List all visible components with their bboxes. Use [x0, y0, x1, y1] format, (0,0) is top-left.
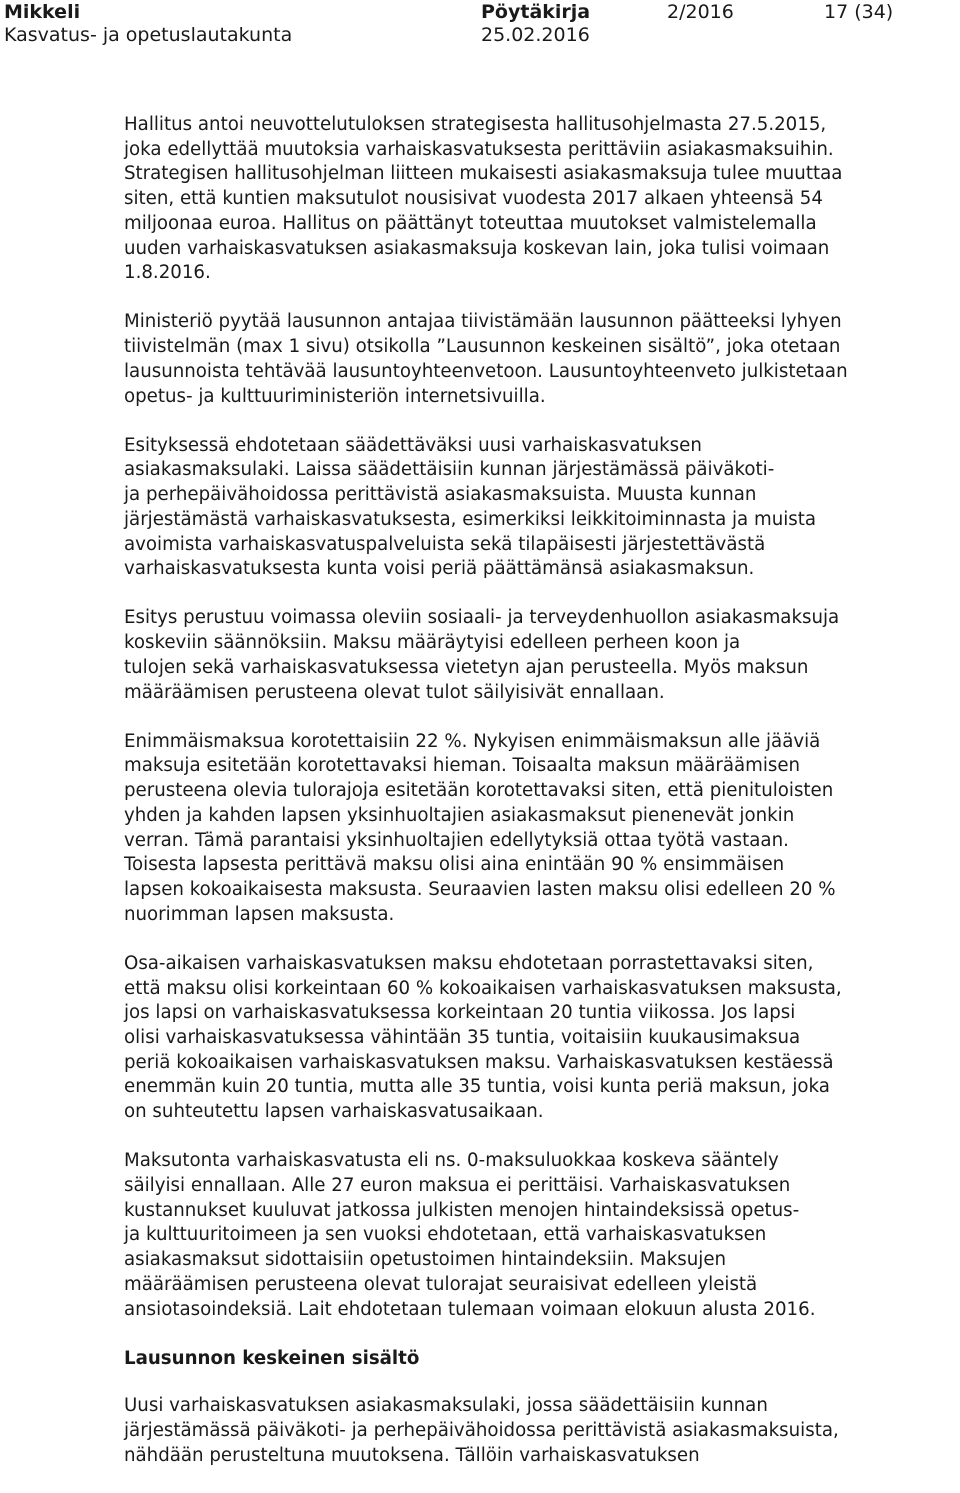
text-line: että maksu olisi korkeintaan 60 % kokoaikaisen varhaiskasvatuksen maksusta, [124, 977, 842, 999]
text-line: nähdään perusteltuna muutoksena. Tällöin varhaiskasvatuksen [124, 1444, 700, 1466]
text-line: Uusi varhaiskasvatuksen asiakasmaksulaki, jossa säädettäisiin kunnan [124, 1395, 768, 1417]
text-line: järjestämässä päiväkoti- ja perhepäivähoidossa perittävistä asiakasmaksuista, [124, 1420, 839, 1442]
text-line: ja kulttuuritoimeen ja sen vuoksi ehdotetaan, että varhaiskasvatuksen [124, 1224, 767, 1246]
paragraph [124, 730, 944, 928]
page-number: 17 (34) [824, 1, 894, 23]
paragraph-list [124, 113, 944, 1322]
text-line: asiakasmaksulaki. Laissa säädettäisiin kunnan järjestämässä päiväkoti- [124, 459, 775, 481]
text-line: uuden varhaiskasvatuksen asiakasmaksuja koskevan lain, joka tulisi voimaan [124, 237, 830, 259]
text-line: Strategisen hallitusohjelman liitteen mukaisesti asiakasmaksuja tulee muuttaa [124, 163, 843, 185]
text-line: perusteena olevia tulorajoja esitetään korotettavaksi siten, että pienituloisten [124, 780, 834, 802]
text-line: järjestämästä varhaiskasvatuksesta, esimerkiksi leikkitoiminnasta ja muista [124, 508, 817, 530]
text-line: kustannukset kuuluvat jatkossa julkisten menojen hintaindeksissä opetus- [124, 1199, 800, 1221]
text-line: jos lapsi on varhaiskasvatuksessa korkeintaan 20 tuntia viikossa. Jos lapsi [124, 1002, 796, 1024]
text-line: Esitys perustuu voimassa oleviin sosiaali- ja terveydenhuollon asiakasmaksuja [124, 607, 840, 629]
text-line: verran. Tämä parantaisi yksinhuoltajien edellytyksiä ottaa työtä vastaan. [124, 829, 789, 851]
text-line: lapsen kokoaikaisesta maksusta. Seuraavien lasten maksu olisi edelleen 20 % [124, 878, 836, 900]
final-paragraph [124, 1394, 944, 1468]
text-line: Enimmäismaksua korotettaisiin 22 %. Nykyisen enimmäismaksun alle jääviä [124, 730, 821, 752]
text-line: on suhteutettu lapsen varhaiskasvatusaikaan. [124, 1101, 544, 1123]
text-line: Hallitus antoi neuvottelutuloksen strategisesta hallitusohjelmasta 27.5.2015, [124, 114, 827, 135]
text-line: Osa-aikaisen varhaiskasvatuksen maksu ehdotetaan porrastettavaksi siten, [124, 952, 814, 974]
paragraph [124, 1149, 944, 1322]
text-line: siten, että kuntien maksutulot nousisivat vuodesta 2017 alkaen yhteensä 54 [124, 188, 823, 210]
document-header [0, 0, 960, 50]
text-line: ja perhepäivähoidossa perittävistä asiakasmaksuista. Muusta kunnan [124, 484, 757, 506]
text-line: periä kokoaikaisen varhaiskasvatuksen maksu. Varhaiskasvatuksen kestäessä [124, 1051, 834, 1073]
meeting-date: 25.02.2016 [481, 24, 590, 46]
text-line: enemmän kuin 20 tuntia, mutta alle 35 tuntia, voisi kunta periä maksun, joka [124, 1076, 830, 1098]
section-heading: Lausunnon keskeinen sisältö [124, 1347, 420, 1369]
paragraph [124, 434, 944, 582]
text-line: joka edellyttää muutoksia varhaiskasvatuksesta perittäviin asiakasmaksuihin. [124, 138, 834, 160]
text-line: määräämisen perusteena olevat tulot säilyisivät ennallaan. [124, 681, 665, 703]
text-line: asiakasmaksut sidottaisiin opetustoimen hintaindeksiin. Maksujen [124, 1249, 727, 1271]
text-line: Toisesta lapsesta perittävä maksu olisi aina enintään 90 % ensimmäisen [124, 854, 785, 876]
text-line: Maksutonta varhaiskasvatusta eli ns. 0-maksuluokkaa koskeva sääntely [124, 1150, 779, 1172]
text-line: koskeviin säännöksiin. Maksu määräytyisi edelleen perheen koon ja [124, 632, 741, 654]
paragraph [124, 113, 944, 286]
text-line: 1.8.2016. [124, 262, 211, 284]
text-line: tulojen sekä varhaiskasvatuksessa vietetyn ajan perusteella. Myös maksun [124, 656, 809, 678]
text-line: tiivistelmän (max 1 sivu) otsikolla ”Lausunnon keskeinen sisältö”, joka otetaan [124, 336, 841, 358]
paragraph [124, 952, 944, 1125]
paragraph [124, 606, 944, 705]
text-line: avoimista varhaiskasvatuspalveluista sekä tilapäisesti järjestettävästä [124, 533, 766, 555]
paragraph [124, 310, 944, 409]
text-line: Ministeriö pyytää lausunnon antajaa tiivistämään lausunnon päätteeksi lyhyen [124, 311, 842, 333]
text-line: opetus- ja kulttuuriministeriön internetsivuilla. [124, 385, 546, 407]
text-line: olisi varhaiskasvatuksessa vähintään 35 tuntia, voitaisiin kuukausimaksua [124, 1027, 801, 1048]
text-line: ansiotasoindeksiä. Lait ehdotetaan tulemaan voimaan elokuun alusta 2016. [124, 1298, 816, 1320]
committee-name: Kasvatus- ja opetuslautakunta [4, 24, 293, 46]
text-line: miljoonaa euroa. Hallitus on päättänyt toteuttaa muutokset valmistelemalla [124, 212, 817, 234]
document-type: Pöytäkirja [481, 1, 591, 23]
text-line: lausunnoista tehtävää lausuntoyhteenvetoon. Lausuntoyhteenveto julkistetaan [124, 360, 848, 382]
text-line: varhaiskasvatuksesta kunta voisi periä päättämänsä asiakasmaksun. [124, 558, 755, 580]
text-line: säilyisi ennallaan. Alle 27 euron maksua ei perittäisi. Varhaiskasvatuksen [124, 1175, 791, 1197]
document-number: 2/2016 [667, 1, 734, 23]
text-line: nuorimman lapsen maksusta. [124, 903, 395, 925]
document-body [124, 113, 944, 1493]
text-line: maksuja esitetään korotettavaksi hieman. Toisaalta maksun määräämisen [124, 755, 801, 777]
text-line: määräämisen perusteena olevat tulorajat seuraisivat edelleen yleistä [124, 1273, 758, 1295]
text-line: Esityksessä ehdotetaan säädettäväksi uusi varhaiskasvatuksen [124, 434, 702, 456]
organization-name: Mikkeli [4, 1, 81, 23]
text-line: yhden ja kahden lapsen yksinhuoltajien asiakasmaksut pienenevät jonkin [124, 804, 795, 826]
